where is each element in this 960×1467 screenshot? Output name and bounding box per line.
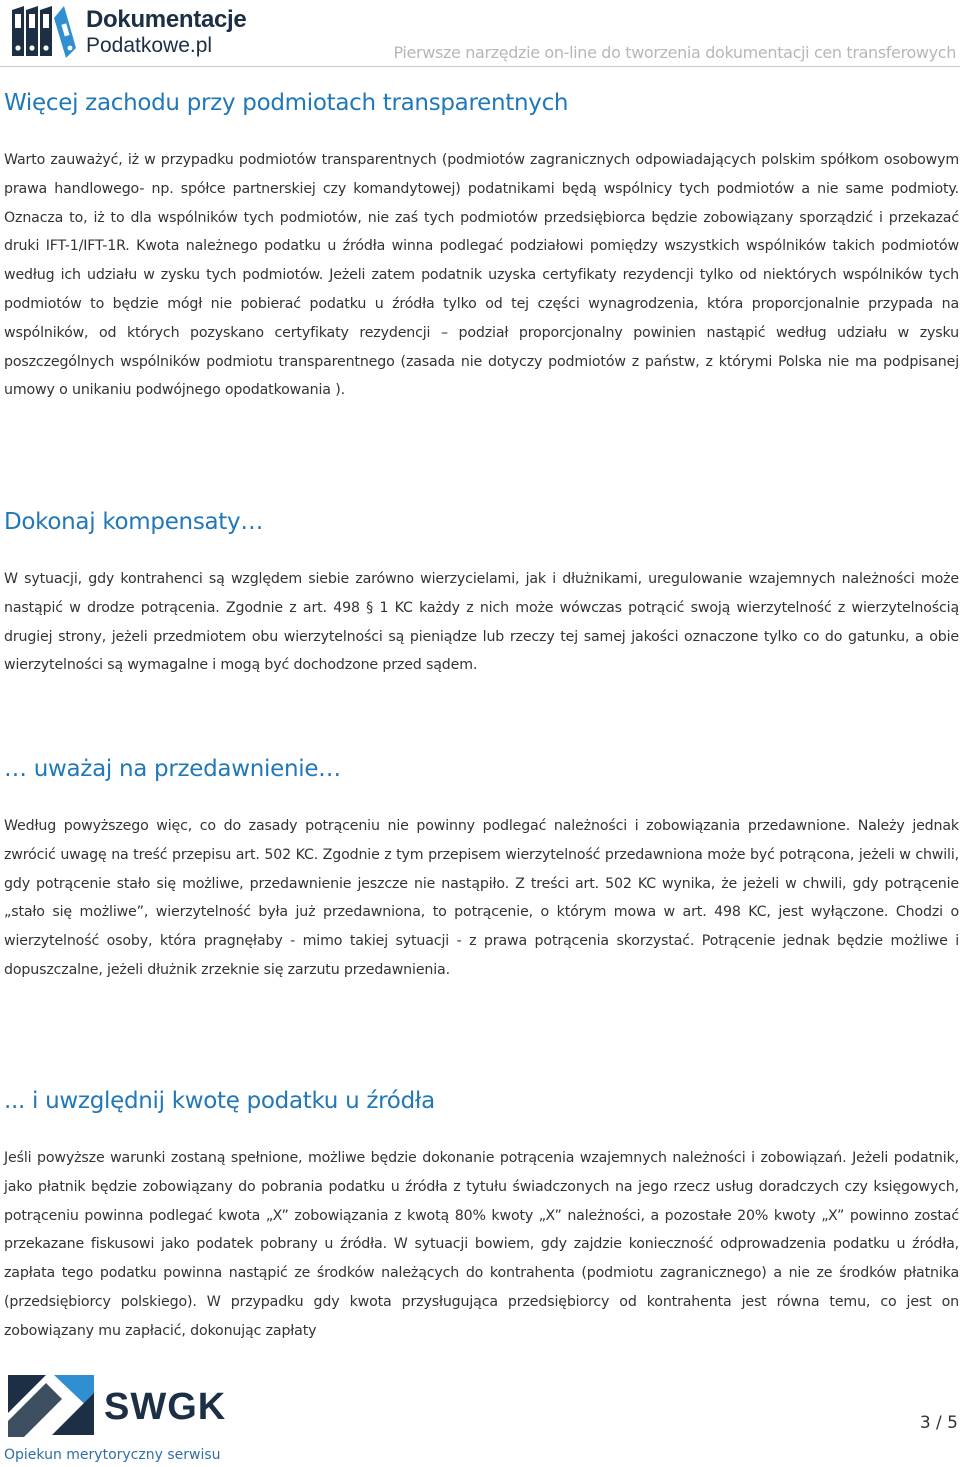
section-paragraph-withholding-tax: Jeśli powyższe warunki zostaną spełnione, możliwe będzie dokonanie potrącenia wzajemnych należności i zobowiązań. Jeżeli podatnik, jako płatnik będzie zobowiązany do pobrania podatku u źródła z tytułu świadczonych na jego rzecz usług doradczych czy księgowych, potrąceniu powinna podlegać kwota „X” zobowiązania z kwotą 80% kwoty „X” należności, a pozostałe 20% kwoty „X” powinno zostać przekazane fiskusowi jako podatek pobrany u źródła. W sytuacji bowiem, gdy zajdzie konieczność odprowadzenia podatku u źródła, zapłata tego podatku powinna nastąpić ze środków należących do kontrahenta (podmiotu zagranicznego) a nie ze środków płatnika (przedsiębiorcy polskiego). W przypadku gdy kwota przysługująca przedsiębiorcy od kontrahenta jest równa temu, co jest on zobowiązany mu zapłacić, dokonując zapłaty <box>4 1150 959 1339</box>
footer-caption: Opiekun merytoryczny serwisu <box>4 1447 221 1463</box>
section-heading-withholding-tax: ... i uwzględnij kwotę podatku u źródła <box>4 1088 435 1114</box>
section-heading-transparent-entities: Więcej zachodu przy podmiotach transparentnych <box>4 90 569 116</box>
binders-logo-icon <box>10 4 78 60</box>
page-number: 3 / 5 <box>919 1413 958 1433</box>
brand-subtitle: Podatkowe.pl <box>86 34 213 57</box>
brand-title: Dokumentacje <box>86 6 247 33</box>
section-heading-compensation: Dokonaj kompensaty… <box>4 509 264 535</box>
section-heading-limitation: … uważaj na przedawnienie… <box>4 756 341 782</box>
section-paragraph-transparent-entities: Warto zauważyć, iż w przypadku podmiotów transparentnych (podmiotów zagranicznych odpowiadających polskim spółkom osobowym prawa handlowego- np. spółce partnerskiej czy komandytowej) podatnikami będą wspólnicy tych podmiotów a nie same podmioty. Oznacza to, iż to dla wspólników tych podmiotów, nie zaś tych podmiotów przedsiębiorca będzie zobowiązany sporządzić i przekazać druki IFT-1/IFT-1R. Kwota należnego podatku u źródła winna podlegać podziałowi pomiędzy wszystkich wspólników takich podmiotów według ich udziału w zysku tych podmiotów. Jeżeli zatem podatnik uzyska certyfikaty rezydencji tylko od niektórych wspólników tych podmiotów to będzie mógł nie pobierać podatku u źródła tylko od tej części wynagrodzenia, która proporcjonalnie przypada na wspólników, od których pozyskano certyfikaty rezydencji – podział proporcjonalny powinien nastąpić według udziału w zysku poszczególnych wspólników podmiotu transparentnego (zasada nie dotyczy podmiotów z państw, z którymi Polska nie ma podpisanej umowy o unikaniu podwójnego opodatkowania ). <box>4 152 959 399</box>
page-header <box>0 0 960 67</box>
swgk-logo-text: SWGK <box>104 1386 227 1428</box>
section-paragraph-limitation: Według powyższego więc, co do zasady potrąceniu nie powinny podlegać należności i zobowiązania przedawnione. Należy jednak zwrócić uwagę na treść przepisu art. 502 KC. Zgodnie z tym przepisem wierzytelność przedawniona może być potrącona, jeżeli w chwili, gdy potrącenie stało się możliwe, przedawnienie jeszcze nie nastąpiło. Z treści art. 502 KC wynika, że jeżeli w chwili, gdy potrącenie „stało się możliwe”, wierzytelność była już przedawniona, to potrącenie, o którym mowa w art. 498 KC, jest wyłączone. Chodzi o wierzytelność osoby, która pragnęłaby - mimo takiej sytuacji - z prawa potrącenia skorzystać. Potrącenie jednak będzie możliwe i dopuszczalne, jeżeli dłużnik zrzeknie się zarzutu przedawnienia. <box>4 818 959 978</box>
header-tagline: Pierwsze narzędzie on-line do tworzenia dokumentacji cen transferowych <box>393 43 956 62</box>
section-paragraph-compensation: W sytuacji, gdy kontrahenci są względem siebie zarówno wierzycielami, jak i dłużnikami, uregulowanie wzajemnych należności może nastąpić w drodze potrącenia. Zgodnie z art. 498 § 1 KC każdy z nich może wówczas potrącić swoją wierzytelność z wierzytelnością drugiej strony, jeżeli przedmiotem obu wierzytelności są pieniądze lub rzeczy tej samej jakości oznaczone tylko co do gatunku, a obie wierzytelności są wymagalne i mogą być dochodzone przed sądem. <box>4 571 959 674</box>
